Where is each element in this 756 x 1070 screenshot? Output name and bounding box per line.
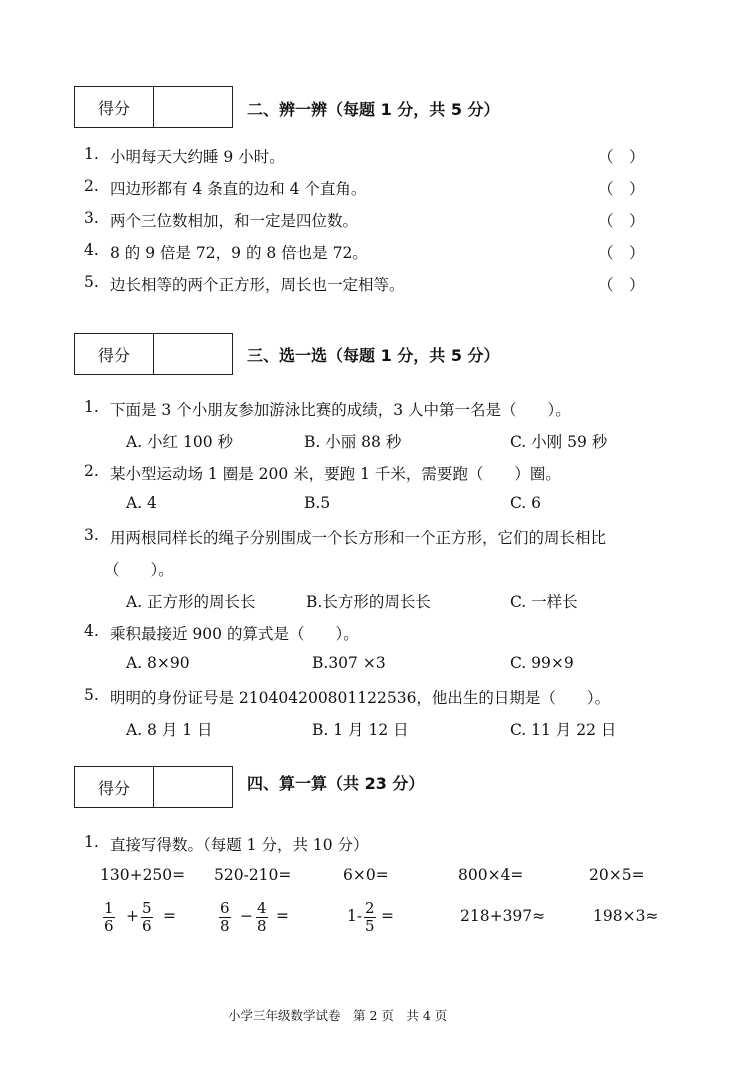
calc-expression: 520-210= [214, 866, 292, 884]
question-text: 用两根同样长的绳子分别围成一个长方形和一个正方形，它们的周长相比 [110, 529, 607, 547]
operator: + [126, 907, 139, 925]
fraction [364, 900, 376, 935]
option-b[interactable]: B.5 [304, 494, 331, 512]
calc-expression: 800×4= [458, 866, 524, 884]
question-text: 两个三位数相加，和一定是四位数。 [110, 212, 359, 230]
numerator: 6 [220, 899, 230, 917]
denominator: 8 [257, 917, 267, 935]
denominator: 6 [104, 917, 114, 935]
operator: − [240, 907, 253, 925]
option-c[interactable]: C. 99×9 [510, 654, 574, 672]
option-a[interactable]: A. 正方形的周长长 [126, 593, 256, 611]
option-c[interactable]: C. 一样长 [510, 593, 578, 611]
answer-paren[interactable]: （ ） [598, 212, 645, 230]
score-blank[interactable] [154, 334, 232, 374]
question-number: 1. [84, 145, 99, 163]
question-number: 4. [84, 622, 99, 640]
option-b[interactable]: B.长方形的周长长 [306, 593, 431, 611]
answer-paren[interactable]: （ ） [598, 244, 645, 262]
question-number: 1. [84, 398, 99, 416]
question-text-continued: （ ）。 [104, 561, 174, 579]
question-text: 某小型运动场 1 圈是 200 米，要跑 1 千米，需要跑（ ）圈。 [110, 465, 561, 483]
score-blank[interactable] [154, 767, 232, 807]
question-text: 下面是 3 个小朋友参加游泳比赛的成绩，3 人中第一名是（ ）。 [110, 401, 571, 419]
score-box [74, 86, 233, 128]
option-a[interactable]: A. 小红 100 秒 [126, 433, 233, 451]
section-title: 二、辨一辨（每题 1 分，共 5 分） [247, 100, 500, 119]
fraction [256, 900, 268, 935]
question-text: 小明每天大约睡 9 小时。 [110, 148, 285, 166]
section-title: 三、选一选（每题 1 分，共 5 分） [247, 346, 500, 365]
whole-number: 1- [347, 907, 363, 925]
score-box [74, 333, 233, 375]
question-text: 边长相等的两个正方形，周长也一定相等。 [110, 276, 405, 294]
question-number: 5. [84, 686, 99, 704]
numerator: 4 [257, 899, 267, 917]
option-a[interactable]: A. 8 月 1 日 [126, 721, 213, 739]
question-number: 4. [84, 241, 99, 259]
option-c[interactable]: C. 小刚 59 秒 [510, 433, 608, 451]
numerator: 2 [365, 899, 375, 917]
fraction [219, 900, 231, 935]
score-label: 得分 [75, 767, 154, 807]
option-c[interactable]: C. 11 月 22 日 [510, 721, 617, 739]
denominator: 8 [220, 917, 230, 935]
fraction [103, 900, 115, 935]
option-b[interactable]: B.307 ×3 [312, 654, 386, 672]
answer-paren[interactable]: （ ） [598, 276, 645, 294]
question-number: 2. [84, 462, 99, 480]
question-text: 四边形都有 4 条直的边和 4 个直角。 [110, 180, 367, 198]
equals: = [381, 907, 394, 925]
question-number: 5. [84, 273, 99, 291]
denominator: 5 [365, 917, 375, 935]
numerator: 1 [104, 899, 114, 917]
question-number: 1. [84, 833, 99, 851]
score-label: 得分 [75, 334, 154, 374]
calc-expression: 130+250= [100, 866, 186, 884]
equals: = [163, 907, 176, 925]
question-text: 直接写得数。（每题 1 分，共 10 分） [110, 836, 369, 854]
page-footer: 小学三年级数学试卷 第 2 页 共 4 页 [228, 1008, 448, 1023]
question-text: 明明的身份证号是 210404200801122536，他出生的日期是（ ）。 [110, 689, 611, 707]
denominator: 6 [142, 917, 152, 935]
option-c[interactable]: C. 6 [510, 494, 542, 512]
option-a[interactable]: A. 4 [126, 494, 157, 512]
calc-expression: 6×0= [343, 866, 389, 884]
option-b[interactable]: B. 1 月 12 日 [312, 721, 409, 739]
question-number: 3. [84, 526, 99, 544]
question-number: 2. [84, 177, 99, 195]
question-number: 3. [84, 209, 99, 227]
calc-expression: 20×5= [589, 866, 645, 884]
question-text: 乘积最接近 900 的算式是（ ）。 [110, 625, 359, 643]
question-text: 8 的 9 倍是 72，9 的 8 倍也是 72。 [110, 244, 368, 262]
score-blank[interactable] [154, 87, 232, 127]
calc-expression: 218+397≈ [460, 907, 546, 925]
fraction [141, 900, 153, 935]
calc-expression: 198×3≈ [593, 907, 659, 925]
equals: = [276, 907, 289, 925]
score-box [74, 766, 233, 808]
answer-paren[interactable]: （ ） [598, 180, 645, 198]
numerator: 5 [142, 899, 152, 917]
score-label: 得分 [75, 87, 154, 127]
answer-paren[interactable]: （ ） [598, 148, 645, 166]
option-a[interactable]: A. 8×90 [126, 654, 190, 672]
section-title: 四、算一算（共 23 分） [247, 774, 425, 793]
option-b[interactable]: B. 小丽 88 秒 [304, 433, 402, 451]
